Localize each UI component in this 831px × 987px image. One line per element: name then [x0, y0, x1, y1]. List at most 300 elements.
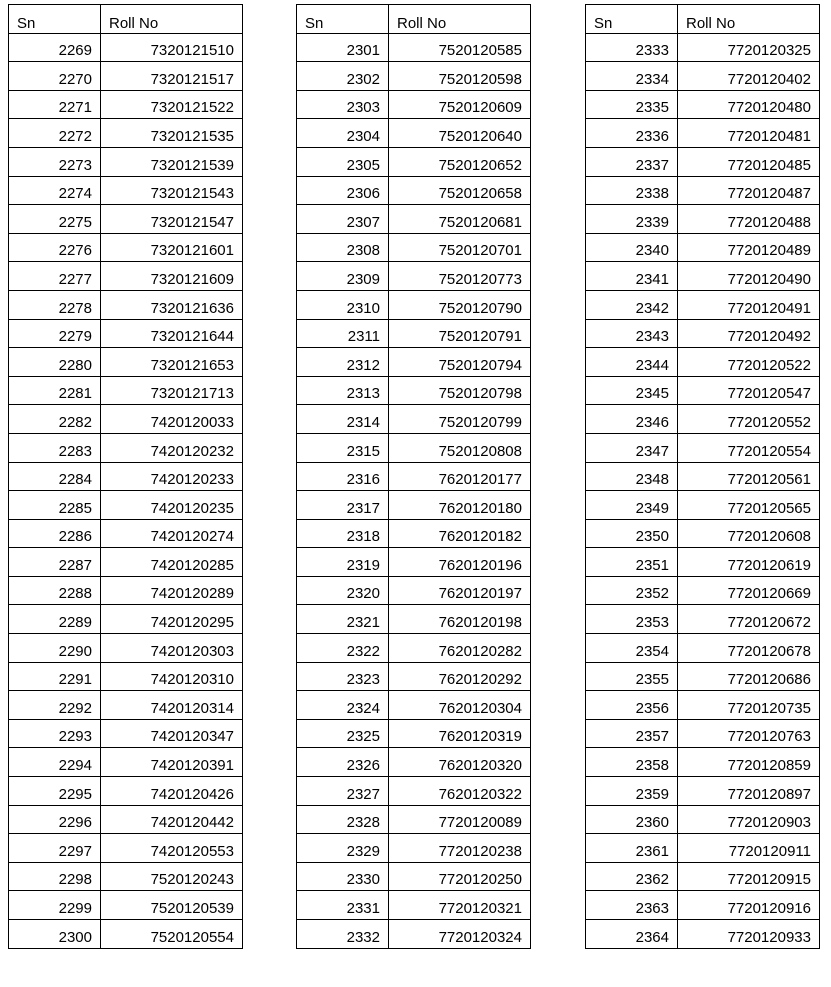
sn-cell: 2307 — [297, 205, 389, 234]
roll-no-cell: 7720120554 — [678, 433, 820, 462]
sn-cell: 2308 — [297, 233, 389, 262]
table-row — [297, 62, 531, 91]
roll-no-cell: 7720120669 — [678, 576, 820, 605]
roll-no-cell: 7520120808 — [389, 433, 531, 462]
roll-no-cell: 7520120539 — [101, 891, 243, 920]
table-row — [297, 862, 531, 891]
roll-no-cell: 7720120481 — [678, 119, 820, 148]
table-row — [9, 519, 243, 548]
table-row — [586, 205, 820, 234]
sn-cell: 2316 — [297, 462, 389, 491]
sn-cell: 2354 — [586, 634, 678, 663]
sn-cell: 2269 — [9, 33, 101, 62]
sn-cell: 2272 — [9, 119, 101, 148]
sn-cell: 2277 — [9, 262, 101, 291]
table-row — [586, 262, 820, 291]
table-row — [586, 862, 820, 891]
sn-cell: 2326 — [297, 748, 389, 777]
table-row — [9, 233, 243, 262]
roll-no-cell: 7620120292 — [389, 662, 531, 691]
roll-no-cell: 7620120282 — [389, 634, 531, 663]
sn-cell: 2335 — [586, 90, 678, 119]
roll-no-cell: 7620120196 — [389, 548, 531, 577]
sn-cell: 2330 — [297, 862, 389, 891]
table-row — [586, 376, 820, 405]
table-row — [9, 662, 243, 691]
table-row — [586, 290, 820, 319]
roll-no-cell: 7620120180 — [389, 491, 531, 520]
sn-cell: 2299 — [9, 891, 101, 920]
roll-no-cell: 7720120238 — [389, 834, 531, 863]
roll-no-cell: 7720120488 — [678, 205, 820, 234]
table-row — [586, 719, 820, 748]
roll-no-cell: 7420120274 — [101, 519, 243, 548]
table-row — [297, 634, 531, 663]
roll-no-cell: 7720120608 — [678, 519, 820, 548]
sn-cell: 2331 — [297, 891, 389, 920]
sn-cell: 2352 — [586, 576, 678, 605]
roll-no-cell: 7720120489 — [678, 233, 820, 262]
sn-cell: 2311 — [297, 319, 389, 348]
sn-cell: 2276 — [9, 233, 101, 262]
roll-no-cell: 7420120235 — [101, 491, 243, 520]
table-row — [297, 462, 531, 491]
roll-no-cell: 7720120619 — [678, 548, 820, 577]
sn-cell: 2275 — [9, 205, 101, 234]
roll-no-cell: 7620120322 — [389, 777, 531, 806]
table-row — [297, 119, 531, 148]
sn-cell: 2322 — [297, 634, 389, 663]
sn-cell: 2319 — [297, 548, 389, 577]
sn-cell: 2281 — [9, 376, 101, 405]
roll-no-cell: 7420120232 — [101, 433, 243, 462]
table-row — [9, 319, 243, 348]
roll-no-cell: 7720120250 — [389, 862, 531, 891]
roll-no-cell: 7720120735 — [678, 691, 820, 720]
roll-table-body — [586, 33, 820, 948]
roll-no-cell: 7320121535 — [101, 119, 243, 148]
roll-no-cell: 7520120640 — [389, 119, 531, 148]
table-row — [586, 319, 820, 348]
sn-cell: 2271 — [9, 90, 101, 119]
sn-cell: 2296 — [9, 805, 101, 834]
sn-cell: 2286 — [9, 519, 101, 548]
header-roll-no: Roll No — [101, 5, 243, 34]
roll-no-cell: 7720120678 — [678, 634, 820, 663]
sn-cell: 2360 — [586, 805, 678, 834]
table-row — [297, 777, 531, 806]
roll-no-cell: 7320121547 — [101, 205, 243, 234]
sn-cell: 2337 — [586, 147, 678, 176]
table-row — [9, 462, 243, 491]
sn-cell: 2283 — [9, 433, 101, 462]
sn-cell: 2294 — [9, 748, 101, 777]
sn-cell: 2300 — [9, 920, 101, 949]
roll-no-cell: 7520120681 — [389, 205, 531, 234]
table-row — [9, 576, 243, 605]
table-row — [586, 834, 820, 863]
sn-cell: 2301 — [297, 33, 389, 62]
table-row — [9, 433, 243, 462]
roll-no-cell: 7520120609 — [389, 90, 531, 119]
roll-no-cell: 7720120325 — [678, 33, 820, 62]
table-row — [586, 462, 820, 491]
roll-no-cell: 7520120585 — [389, 33, 531, 62]
sn-cell: 2333 — [586, 33, 678, 62]
roll-no-cell: 7720120859 — [678, 748, 820, 777]
table-row — [586, 519, 820, 548]
roll-no-cell: 7720120492 — [678, 319, 820, 348]
sn-cell: 2350 — [586, 519, 678, 548]
sn-cell: 2323 — [297, 662, 389, 691]
roll-no-cell: 7420120285 — [101, 548, 243, 577]
table-row — [586, 691, 820, 720]
table-row — [297, 90, 531, 119]
sn-cell: 2355 — [586, 662, 678, 691]
table-row — [9, 920, 243, 949]
table-row — [9, 805, 243, 834]
roll-no-cell: 7520120790 — [389, 290, 531, 319]
table-row — [586, 662, 820, 691]
sn-cell: 2290 — [9, 634, 101, 663]
table-row — [586, 748, 820, 777]
sn-cell: 2314 — [297, 405, 389, 434]
roll-no-cell: 7620120177 — [389, 462, 531, 491]
sn-cell: 2344 — [586, 348, 678, 377]
header-roll-no: Roll No — [678, 5, 820, 34]
sn-cell: 2358 — [586, 748, 678, 777]
roll-no-cell: 7720120402 — [678, 62, 820, 91]
roll-no-cell: 7720120911 — [678, 834, 820, 863]
table-row — [297, 519, 531, 548]
roll-no-cell: 7320121539 — [101, 147, 243, 176]
sn-cell: 2324 — [297, 691, 389, 720]
roll-no-cell: 7520120652 — [389, 147, 531, 176]
table-row — [586, 90, 820, 119]
sn-cell: 2356 — [586, 691, 678, 720]
sn-cell: 2327 — [297, 777, 389, 806]
sn-cell: 2362 — [586, 862, 678, 891]
sn-cell: 2334 — [586, 62, 678, 91]
roll-no-cell: 7320121510 — [101, 33, 243, 62]
sn-cell: 2345 — [586, 376, 678, 405]
table-row — [297, 147, 531, 176]
table-row — [9, 862, 243, 891]
roll-no-cell: 7420120295 — [101, 605, 243, 634]
table-row — [9, 691, 243, 720]
table-row — [9, 119, 243, 148]
table-row — [297, 548, 531, 577]
sn-cell: 2293 — [9, 719, 101, 748]
table-row — [586, 119, 820, 148]
table-row — [9, 634, 243, 663]
roll-no-cell: 7720120324 — [389, 920, 531, 949]
sn-cell: 2309 — [297, 262, 389, 291]
sn-cell: 2339 — [586, 205, 678, 234]
table-row — [297, 433, 531, 462]
table-row — [297, 290, 531, 319]
roll-no-cell: 7720120897 — [678, 777, 820, 806]
roll-table-1 — [8, 4, 243, 949]
roll-no-cell: 7520120243 — [101, 862, 243, 891]
table-row — [586, 634, 820, 663]
roll-no-cell: 7620120319 — [389, 719, 531, 748]
roll-no-cell: 7320121644 — [101, 319, 243, 348]
sn-cell: 2318 — [297, 519, 389, 548]
roll-no-cell: 7720120547 — [678, 376, 820, 405]
table-row — [9, 491, 243, 520]
sn-cell: 2303 — [297, 90, 389, 119]
sn-cell: 2274 — [9, 176, 101, 205]
header-roll-no: Roll No — [389, 5, 531, 34]
roll-no-cell: 7520120773 — [389, 262, 531, 291]
sn-cell: 2348 — [586, 462, 678, 491]
table-row — [297, 233, 531, 262]
header-row — [297, 5, 531, 34]
table-row — [9, 147, 243, 176]
sn-cell: 2347 — [586, 433, 678, 462]
roll-no-cell: 7720120933 — [678, 920, 820, 949]
roll-no-cell: 7320121653 — [101, 348, 243, 377]
roll-no-cell: 7320121713 — [101, 376, 243, 405]
sn-cell: 2298 — [9, 862, 101, 891]
sn-cell: 2292 — [9, 691, 101, 720]
sn-cell: 2351 — [586, 548, 678, 577]
header-sn: Sn — [297, 5, 389, 34]
roll-no-cell: 7320121517 — [101, 62, 243, 91]
sn-cell: 2325 — [297, 719, 389, 748]
table-row — [586, 176, 820, 205]
sn-cell: 2304 — [297, 119, 389, 148]
roll-no-cell: 7520120798 — [389, 376, 531, 405]
roll-table-2 — [296, 4, 531, 949]
table-row — [9, 205, 243, 234]
roll-no-cell: 7720120522 — [678, 348, 820, 377]
roll-no-cell: 7420120289 — [101, 576, 243, 605]
sn-cell: 2346 — [586, 405, 678, 434]
sn-cell: 2353 — [586, 605, 678, 634]
roll-no-cell: 7420120442 — [101, 805, 243, 834]
table-row — [586, 433, 820, 462]
roll-no-cell: 7720120763 — [678, 719, 820, 748]
table-row — [297, 319, 531, 348]
sn-cell: 2288 — [9, 576, 101, 605]
roll-no-cell: 7420120310 — [101, 662, 243, 691]
sn-cell: 2287 — [9, 548, 101, 577]
table-row — [297, 662, 531, 691]
header-sn: Sn — [586, 5, 678, 34]
table-row — [297, 691, 531, 720]
roll-no-cell: 7420120426 — [101, 777, 243, 806]
sn-cell: 2357 — [586, 719, 678, 748]
sn-cell: 2363 — [586, 891, 678, 920]
sn-cell: 2282 — [9, 405, 101, 434]
table-row — [297, 719, 531, 748]
table-row — [297, 605, 531, 634]
sn-cell: 2302 — [297, 62, 389, 91]
roll-no-cell: 7520120701 — [389, 233, 531, 262]
table-row — [9, 748, 243, 777]
table-row — [297, 176, 531, 205]
roll-no-cell: 7720120089 — [389, 805, 531, 834]
sn-cell: 2291 — [9, 662, 101, 691]
roll-table-3 — [585, 4, 820, 949]
roll-no-cell: 7320121636 — [101, 290, 243, 319]
sn-cell: 2343 — [586, 319, 678, 348]
header-row — [9, 5, 243, 34]
table-row — [297, 405, 531, 434]
sn-cell: 2312 — [297, 348, 389, 377]
table-row — [586, 576, 820, 605]
roll-no-cell: 7320121543 — [101, 176, 243, 205]
roll-no-cell: 7420120553 — [101, 834, 243, 863]
table-row — [586, 62, 820, 91]
sn-cell: 2338 — [586, 176, 678, 205]
table-row — [9, 777, 243, 806]
sn-cell: 2336 — [586, 119, 678, 148]
table-row — [9, 176, 243, 205]
table-row — [297, 376, 531, 405]
table-row — [586, 548, 820, 577]
table-row — [586, 777, 820, 806]
table-row — [586, 891, 820, 920]
sn-cell: 2278 — [9, 290, 101, 319]
roll-no-cell: 7420120347 — [101, 719, 243, 748]
roll-no-cell: 7420120391 — [101, 748, 243, 777]
roll-no-cell: 7320121522 — [101, 90, 243, 119]
roll-no-cell: 7620120182 — [389, 519, 531, 548]
roll-table-body — [9, 33, 243, 948]
table-row — [9, 290, 243, 319]
roll-no-cell: 7720120903 — [678, 805, 820, 834]
sn-cell: 2342 — [586, 290, 678, 319]
sn-cell: 2306 — [297, 176, 389, 205]
roll-no-cell: 7420120303 — [101, 634, 243, 663]
table-row — [297, 205, 531, 234]
table-row — [297, 576, 531, 605]
roll-table-body — [297, 33, 531, 948]
sn-cell: 2280 — [9, 348, 101, 377]
sn-cell: 2279 — [9, 319, 101, 348]
table-row — [586, 920, 820, 949]
sn-cell: 2313 — [297, 376, 389, 405]
roll-no-cell: 7720120915 — [678, 862, 820, 891]
roll-no-cell: 7520120598 — [389, 62, 531, 91]
header-row — [586, 5, 820, 34]
table-row — [586, 491, 820, 520]
roll-no-cell: 7720120485 — [678, 147, 820, 176]
roll-no-cell: 7420120033 — [101, 405, 243, 434]
roll-no-cell: 7620120198 — [389, 605, 531, 634]
sn-cell: 2349 — [586, 491, 678, 520]
roll-no-cell: 7720120487 — [678, 176, 820, 205]
table-row — [9, 348, 243, 377]
table-row — [9, 33, 243, 62]
sn-cell: 2320 — [297, 576, 389, 605]
table-row — [586, 147, 820, 176]
sn-cell: 2305 — [297, 147, 389, 176]
sn-cell: 2289 — [9, 605, 101, 634]
roll-no-cell: 7720120672 — [678, 605, 820, 634]
table-row — [297, 348, 531, 377]
table-row — [586, 348, 820, 377]
roll-no-cell: 7720120686 — [678, 662, 820, 691]
sn-cell: 2285 — [9, 491, 101, 520]
roll-no-cell: 7520120658 — [389, 176, 531, 205]
sn-cell: 2359 — [586, 777, 678, 806]
table-row — [297, 834, 531, 863]
roll-no-cell: 7520120554 — [101, 920, 243, 949]
roll-no-cell: 7720120321 — [389, 891, 531, 920]
roll-no-cell: 7620120304 — [389, 691, 531, 720]
sn-cell: 2341 — [586, 262, 678, 291]
roll-no-cell: 7520120799 — [389, 405, 531, 434]
roll-no-cell: 7720120565 — [678, 491, 820, 520]
table-row — [297, 891, 531, 920]
table-row — [297, 262, 531, 291]
sn-cell: 2340 — [586, 233, 678, 262]
table-row — [586, 405, 820, 434]
table-row — [9, 62, 243, 91]
table-row — [586, 233, 820, 262]
sn-cell: 2329 — [297, 834, 389, 863]
table-row — [297, 33, 531, 62]
table-row — [9, 405, 243, 434]
table-row — [297, 748, 531, 777]
sn-cell: 2332 — [297, 920, 389, 949]
table-row — [9, 605, 243, 634]
roll-no-cell: 7720120480 — [678, 90, 820, 119]
table-row — [9, 891, 243, 920]
table-row — [9, 548, 243, 577]
roll-no-cell: 7420120233 — [101, 462, 243, 491]
table-row — [9, 90, 243, 119]
roll-no-cell: 7320121609 — [101, 262, 243, 291]
roll-no-cell: 7720120552 — [678, 405, 820, 434]
table-row — [9, 719, 243, 748]
roll-no-cell: 7720120916 — [678, 891, 820, 920]
roll-no-cell: 7720120561 — [678, 462, 820, 491]
roll-no-cell: 7320121601 — [101, 233, 243, 262]
header-sn: Sn — [9, 5, 101, 34]
sn-cell: 2321 — [297, 605, 389, 634]
sn-cell: 2284 — [9, 462, 101, 491]
table-row — [297, 805, 531, 834]
table-row — [586, 805, 820, 834]
sn-cell: 2328 — [297, 805, 389, 834]
sn-cell: 2295 — [9, 777, 101, 806]
table-row — [297, 491, 531, 520]
sn-cell: 2310 — [297, 290, 389, 319]
sn-cell: 2317 — [297, 491, 389, 520]
roll-no-cell: 7520120791 — [389, 319, 531, 348]
roll-no-cell: 7420120314 — [101, 691, 243, 720]
roll-no-cell: 7720120490 — [678, 262, 820, 291]
sn-cell: 2270 — [9, 62, 101, 91]
roll-no-cell: 7620120197 — [389, 576, 531, 605]
table-row — [9, 834, 243, 863]
table-row — [586, 33, 820, 62]
roll-no-cell: 7520120794 — [389, 348, 531, 377]
table-row — [9, 376, 243, 405]
sn-cell: 2364 — [586, 920, 678, 949]
sn-cell: 2361 — [586, 834, 678, 863]
roll-no-cell: 7620120320 — [389, 748, 531, 777]
table-row — [9, 262, 243, 291]
sn-cell: 2297 — [9, 834, 101, 863]
table-row — [586, 605, 820, 634]
roll-no-cell: 7720120491 — [678, 290, 820, 319]
